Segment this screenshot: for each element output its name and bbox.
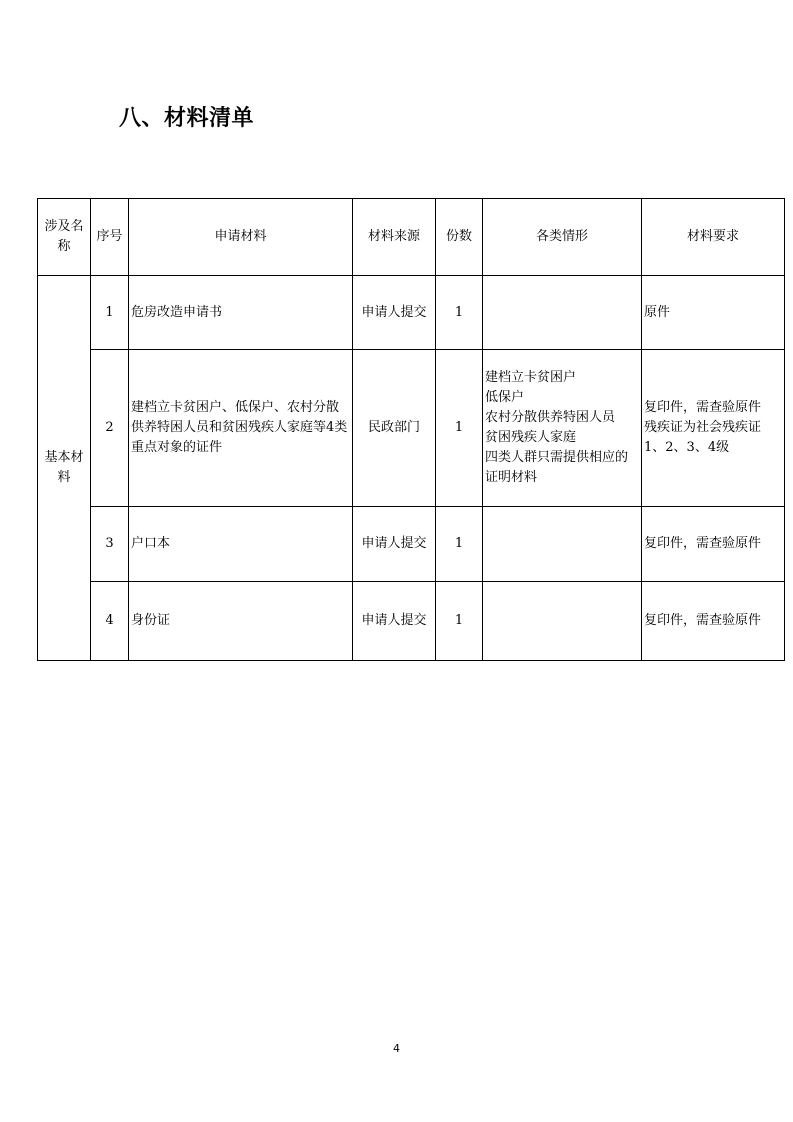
case-line: 低保户 [485, 390, 525, 405]
requirements-cell [642, 582, 785, 661]
header-seq: 序号 [91, 199, 129, 276]
table-row [38, 507, 785, 582]
requirement-line: 复印件，需查验原件 [644, 613, 762, 628]
header-requirements: 材料要求 [642, 199, 785, 276]
table-row [38, 276, 785, 350]
seq-cell: 1 [91, 276, 129, 350]
materials-table [37, 198, 785, 661]
requirement-line: 复印件，需查验原件 [644, 400, 762, 415]
header-copies: 份数 [436, 199, 483, 276]
requirement-line: 复印件，需查验原件 [644, 536, 762, 551]
requirements-cell [642, 276, 785, 350]
header-source: 材料来源 [353, 199, 436, 276]
page-number: 4 [393, 1042, 400, 1055]
table-header-row [38, 199, 785, 276]
requirements-cell [642, 350, 785, 507]
case-line: 贫困残疾人家庭 [485, 430, 577, 445]
table-row [38, 350, 785, 507]
copies-cell: 1 [436, 507, 483, 582]
table-row [38, 582, 785, 661]
source-cell: 申请人提交 [353, 507, 436, 582]
cases-cell [483, 276, 642, 350]
source-cell: 申请人提交 [353, 582, 436, 661]
copies-cell: 1 [436, 582, 483, 661]
copies-cell: 1 [436, 350, 483, 507]
header-involved-name: 涉及名称 [38, 199, 91, 276]
seq-cell: 2 [91, 350, 129, 507]
requirement-line: 原件 [644, 304, 671, 320]
source-cell: 民政部门 [353, 350, 436, 507]
seq-cell: 4 [91, 582, 129, 661]
category-cell: 基本材料 [38, 276, 91, 661]
cases-cell [483, 350, 642, 507]
case-line: 建档立卡贫困户 [485, 370, 577, 385]
cases-cell [483, 507, 642, 582]
requirement-line: 残疾证为社会残疾证1、2、3、4级 [644, 420, 762, 455]
seq-cell: 3 [91, 507, 129, 582]
copies-cell: 1 [436, 276, 483, 350]
section-title: 八、材料清单 [119, 106, 255, 131]
material-cell: 危房改造申请书 [129, 276, 353, 350]
requirements-cell [642, 507, 785, 582]
material-cell: 户口本 [129, 507, 353, 582]
cases-cell [483, 582, 642, 661]
source-cell: 申请人提交 [353, 276, 436, 350]
header-cases: 各类情形 [483, 199, 642, 276]
material-cell: 身份证 [129, 582, 353, 661]
case-line: 四类人群只需提供相应的证明材料 [485, 450, 629, 485]
case-line: 农村分散供养特困人员 [485, 410, 616, 425]
header-material: 申请材料 [129, 199, 353, 276]
material-cell: 建档立卡贫困户、低保户、农村分散供养特困人员和贫困残疾人家庭等4类重点对象的证件 [129, 350, 353, 507]
